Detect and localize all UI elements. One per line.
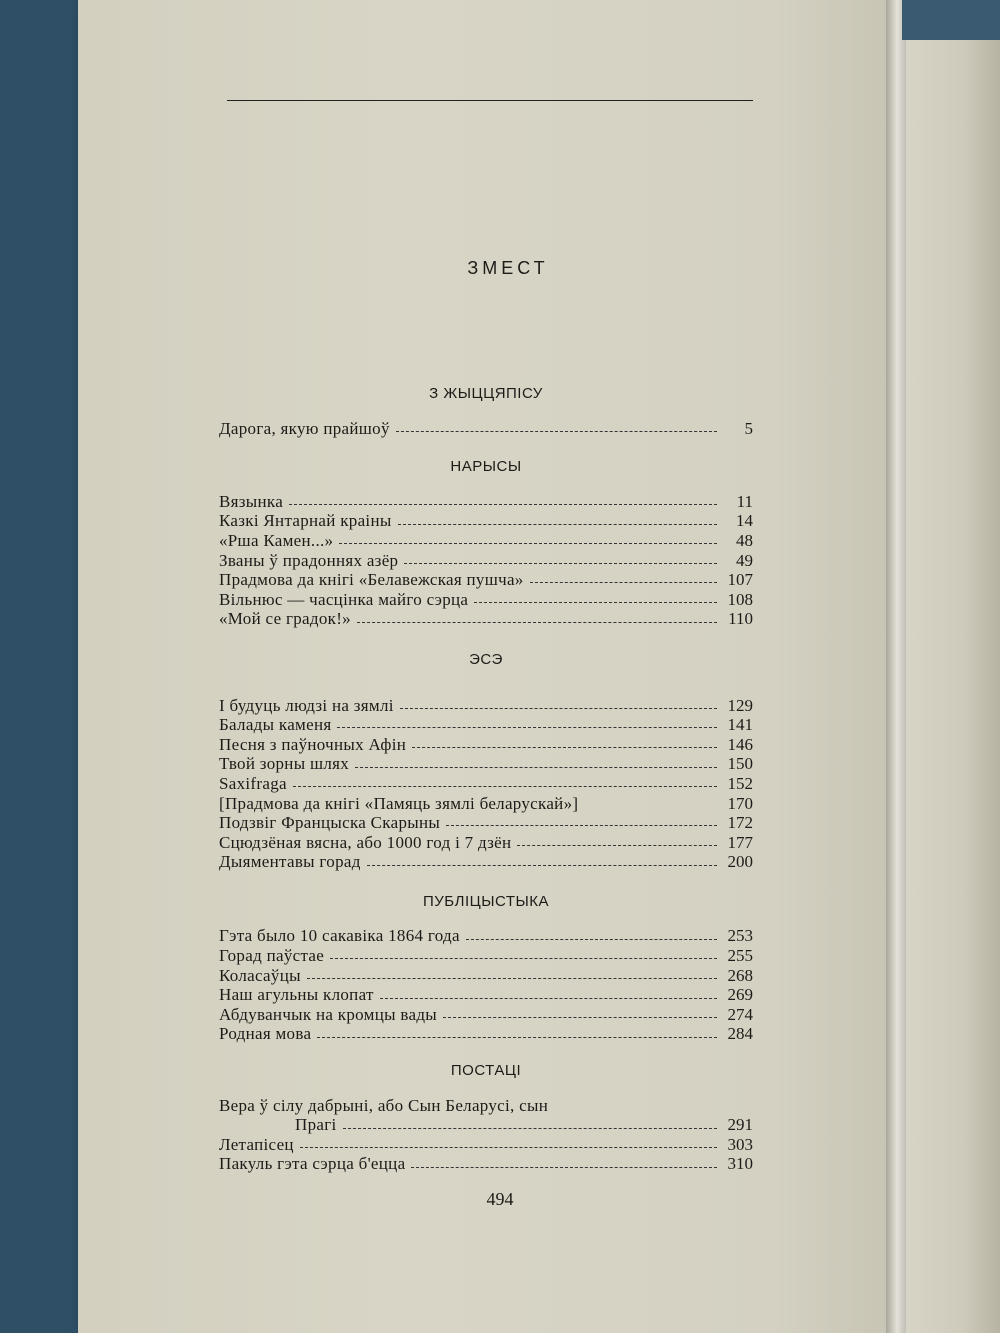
- dash-leader: [289, 504, 717, 505]
- toc-entry: [219, 813, 753, 833]
- section-heading: ПУБЛІЦЫСТЫКА: [422, 892, 550, 910]
- dash-leader: [355, 767, 717, 768]
- dash-leader: [337, 727, 717, 728]
- entry-page: 14: [736, 511, 753, 531]
- section-heading: ПОСТАЦІ: [450, 1062, 522, 1080]
- entry-title: Вера ў сілу дабрыні, або Сын Беларусі, сын: [219, 1095, 549, 1115]
- dash-leader: [357, 622, 717, 623]
- top-rule: [227, 100, 753, 101]
- toc-entry: [219, 946, 753, 966]
- entry-page: 108: [727, 589, 753, 609]
- toc-section: [219, 384, 753, 438]
- dash-leader: [466, 939, 717, 940]
- dash-leader: [330, 958, 717, 959]
- entry-page: 141: [727, 715, 753, 735]
- dash-leader: [339, 543, 717, 544]
- toc-section: [219, 1061, 753, 1174]
- dash-leader: [443, 1017, 717, 1018]
- dash-leader: [343, 1128, 717, 1129]
- dash-leader: [404, 563, 717, 564]
- section-heading: ЭСЭ: [469, 650, 503, 668]
- entry-page: 107: [727, 570, 753, 590]
- toc-section: [219, 457, 753, 629]
- toc-entry: [219, 985, 753, 1005]
- toc-entry: [219, 852, 753, 872]
- toc-entry: [219, 1154, 753, 1174]
- entry-title: Гэта было 10 сакавіка 1864 года: [219, 926, 460, 946]
- entry-title: Дарога, якую прайшоў: [219, 418, 390, 438]
- page-title: ЗМЕСТ: [467, 258, 549, 278]
- toc-entry: [219, 794, 753, 814]
- entry-title: Казкі Янтарнай краіны: [219, 511, 392, 531]
- entry-title: Подзвіг Францыска Скарыны: [219, 813, 441, 833]
- entry-page: 291: [727, 1115, 753, 1135]
- toc-entry: [219, 551, 753, 571]
- entry-page: 48: [736, 530, 753, 550]
- toc-entry: [219, 774, 753, 794]
- entry-title: Твой зорны шлях: [219, 754, 350, 774]
- entry-title: І будуць людзі на зямлі: [219, 695, 394, 715]
- entry-page: 49: [736, 550, 753, 570]
- entry-title: Сцюдзёная вясна, або 1000 год і 7 дзён: [219, 832, 512, 852]
- entry-page: 253: [727, 926, 753, 946]
- entry-title: Летапісец: [219, 1134, 294, 1154]
- dash-leader: [317, 1037, 717, 1038]
- toc-entry: [219, 966, 753, 986]
- dash-leader: [367, 865, 717, 866]
- book-cover-edge: [906, 0, 1000, 1333]
- dash-leader: [380, 998, 717, 999]
- entry-title: Коласаўцы: [219, 965, 301, 985]
- toc-entry: [219, 590, 753, 610]
- entry-title: Вязынка: [219, 491, 284, 511]
- entry-page: 5: [744, 418, 753, 438]
- section-heading: НАРЫСЫ: [450, 458, 522, 476]
- toc-entry: [219, 570, 753, 590]
- dash-leader: [446, 825, 717, 826]
- entry-title: Балады каменя: [219, 715, 332, 735]
- entry-page: 310: [727, 1154, 753, 1174]
- book-spine: [886, 0, 908, 1333]
- background-strip: [902, 0, 1000, 40]
- entry-title: Saxifraga: [219, 773, 287, 793]
- entry-title: Абдуванчык на кромцы вады: [219, 1004, 437, 1024]
- toc-entry: [219, 419, 753, 439]
- toc-entry: [219, 754, 753, 774]
- dash-leader: [307, 978, 717, 979]
- toc-section: [219, 892, 753, 1044]
- entry-page: 274: [727, 1004, 753, 1024]
- toc-entry: [219, 696, 753, 716]
- entry-page: 11: [736, 491, 753, 511]
- dash-leader: [398, 524, 717, 525]
- entry-title: «Мой се градок!»: [219, 609, 351, 629]
- entry-title: Званы ў прадоннях азёр: [219, 550, 399, 570]
- entry-title: Наш агульны клопат: [219, 985, 374, 1005]
- dash-leader: [412, 747, 717, 748]
- dash-leader: [517, 845, 717, 846]
- toc-entry: [219, 511, 753, 531]
- dash-leader: [400, 708, 717, 709]
- entry-page: 268: [727, 965, 753, 985]
- toc-entry: [219, 1115, 753, 1135]
- dash-leader: [411, 1167, 717, 1168]
- entry-title: Вільнюс — часцінка майго сэрца: [219, 589, 469, 609]
- table-of-contents: [219, 384, 753, 1174]
- page-number: 494: [486, 1189, 514, 1209]
- toc-entry: [219, 1135, 753, 1155]
- entry-page: 129: [727, 695, 753, 715]
- entry-page: 146: [727, 734, 753, 754]
- entry-page: 177: [727, 832, 753, 852]
- toc-entry: [219, 833, 753, 853]
- dash-leader: [300, 1147, 717, 1148]
- dash-leader: [530, 582, 717, 583]
- entry-page: 269: [727, 985, 753, 1005]
- toc-entry: [219, 609, 753, 629]
- toc-entry: [219, 715, 753, 735]
- entry-page: 152: [727, 773, 753, 793]
- entry-page: 110: [728, 609, 753, 629]
- toc-entry: [219, 492, 753, 512]
- entry-page: 172: [727, 813, 753, 833]
- entry-title: «Рша Камен...»: [219, 530, 334, 550]
- dash-leader: [474, 602, 717, 603]
- entry-title: Родная мова: [219, 1024, 312, 1044]
- dash-leader: [396, 431, 717, 432]
- entry-title: Дыяментавы горад: [219, 852, 361, 872]
- entry-title-continuation: Прагі: [295, 1115, 337, 1135]
- toc-entry: [219, 735, 753, 755]
- entry-page: 150: [727, 754, 753, 774]
- entry-title: [Прадмова да кнігі «Памяць зямлі беларускай»]: [219, 793, 579, 813]
- entry-page: 284: [727, 1024, 753, 1044]
- entry-page: 255: [727, 946, 753, 966]
- toc-entry: [219, 1024, 753, 1044]
- entry-title: Пакуль гэта сэрца б'ецца: [219, 1154, 406, 1174]
- toc-entry: [219, 926, 753, 946]
- toc-entry: [219, 1005, 753, 1025]
- entry-title: Горад паўстае: [219, 946, 325, 966]
- entry-page: 170: [727, 793, 753, 813]
- entry-title: Прадмова да кнігі «Белавежская пушча»: [219, 570, 524, 590]
- entry-title: Песня з паўночных Афін: [219, 734, 407, 754]
- entry-page: 200: [727, 852, 753, 872]
- entry-page: 303: [727, 1134, 753, 1154]
- toc-entry: [219, 531, 753, 551]
- toc-section: [219, 650, 753, 872]
- section-heading: З ЖЫЦЦЯПІСУ: [429, 385, 543, 402]
- dash-leader: [293, 786, 717, 787]
